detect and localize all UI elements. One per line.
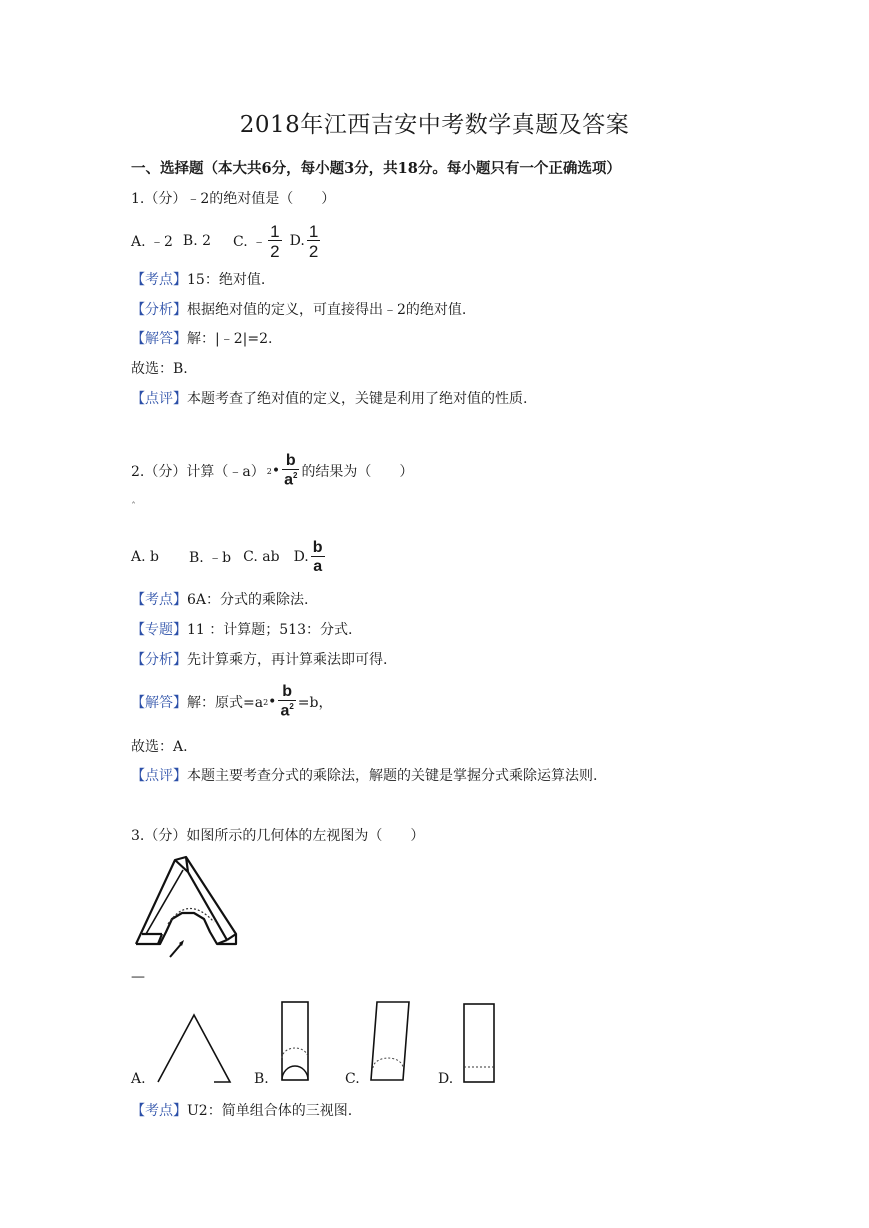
q2-guxuan: 故选：A. [131, 739, 188, 755]
zhuanti-tag: 【专题】 [131, 622, 187, 638]
jieda-exponent: 2 [263, 697, 269, 707]
q2-option-d-fraction [311, 540, 325, 575]
fraction-denominator: 2 [308, 241, 319, 261]
q3-option-a-figure [152, 1010, 242, 1085]
q2-option-b: B. ﹣b [188, 550, 232, 566]
q1-option-d: D. [289, 233, 305, 249]
fenxi-text: 根据绝对值的定义，可直接得出﹣2的绝对值. [187, 302, 467, 318]
q2-stem [131, 447, 413, 495]
kaodian-tag: 【考点】 [131, 1103, 187, 1119]
fenxi-text: 先计算乘方，再计算乘法即可得. [187, 652, 388, 668]
kaodian-tag: 【考点】 [131, 272, 187, 288]
q3-option-d-label: D. [438, 1071, 454, 1087]
fraction-numerator: b [285, 452, 296, 470]
doc-title: 2018年江西吉安中考数学真题及答案 [239, 112, 630, 138]
q2-stem-prefix: 2.（分）计算（﹣a） [131, 464, 265, 480]
q1-option-d-fraction [307, 223, 320, 260]
q2-stem-fraction [282, 453, 299, 488]
q2-options [131, 534, 327, 580]
fraction-denominator: 2 [270, 241, 280, 261]
q1-options [131, 221, 322, 261]
q2-zhuanti [131, 619, 352, 639]
q3-option-a-label: A. [131, 1071, 146, 1087]
jieda-suffix: =b， [297, 695, 333, 711]
q1-guxuan: 故选：B. [131, 361, 188, 377]
fenxi-tag: 【分析】 [131, 302, 187, 318]
dianping-tag: 【点评】 [131, 391, 187, 407]
q1-jieda [131, 328, 272, 348]
jieda-tag: 【解答】 [131, 695, 187, 711]
q2-stray-mark: ˆ [131, 502, 136, 513]
dianping-text: 本题考查了绝对值的定义，关键是利用了绝对值的性质. [187, 391, 528, 407]
dianping-text: 本题主要考查分式的乘除法，解题的关键是掌握分式乘除运算法则. [187, 768, 598, 784]
q1-stem: 1.（分）﹣2的绝对值是（ ） [131, 191, 336, 207]
q2-option-d: D. [293, 549, 309, 565]
jieda-prefix: 解：原式=a [187, 695, 264, 711]
q2-jieda [131, 678, 333, 726]
den-exponent: 2 [292, 471, 298, 481]
q2-fenxi [131, 649, 387, 669]
q3-option-c-label: C. [345, 1071, 360, 1087]
fraction-numerator: 1 [270, 221, 280, 241]
q3-option-c-figure [365, 998, 415, 1084]
fraction-denominator: a [311, 556, 325, 575]
q2-dianping [131, 765, 597, 785]
q1-kaodian [131, 269, 265, 289]
kaodian-text: 15：绝对值. [187, 272, 266, 288]
zhuanti-text: 11 ：计算题；513：分式. [187, 622, 353, 638]
q3-kaodian [131, 1100, 352, 1120]
q2-dot: • [271, 463, 281, 479]
fraction-numerator: b [312, 538, 323, 556]
fenxi-tag: 【分析】 [131, 652, 187, 668]
q1-option-c: C. ﹣ [233, 234, 267, 250]
jieda-text: 解：|﹣2|=2. [187, 331, 273, 347]
q3-option-b-figure [278, 998, 314, 1084]
section-title: 一、选择题（本大共6分，每小题3分，共18分。每小题只有一个正确选项） [131, 160, 621, 177]
dianping-tag: 【点评】 [131, 768, 187, 784]
jieda-tag: 【解答】 [131, 331, 187, 347]
jieda-dot: • [268, 694, 277, 710]
q1-option-a: A. ﹣2 [131, 234, 173, 250]
kaodian-text: U2：简单组合体的三视图. [187, 1103, 353, 1119]
q2-option-c: C. ab [243, 549, 280, 565]
q1-option-b: B. 2 [182, 233, 212, 249]
den-exponent: 2 [289, 702, 294, 712]
jieda-fraction [278, 684, 295, 719]
q3-dash: — [131, 969, 145, 985]
kaodian-text: 6A：分式的乘除法. [187, 592, 309, 608]
kaodian-tag: 【考点】 [131, 592, 187, 608]
fraction-numerator: 1 [308, 221, 319, 241]
q1-dianping [131, 388, 527, 408]
q3-option-b-label: B. [254, 1071, 269, 1087]
q2-option-a: A. b [131, 549, 159, 565]
q1-fenxi [131, 299, 466, 319]
den-base: a [284, 471, 293, 489]
fraction-denominator [282, 469, 299, 488]
q1-option-c-fraction [268, 223, 281, 260]
q2-exponent: 2 [266, 466, 272, 476]
q2-stem-suffix: 的结果为（ ） [301, 464, 414, 480]
den-base: a [280, 702, 290, 720]
fraction-numerator: b [282, 683, 292, 701]
q3-option-d-figure [460, 1000, 500, 1086]
q2-kaodian [131, 589, 308, 609]
fraction-denominator [278, 700, 295, 719]
q3-solid-figure [128, 852, 246, 962]
q3-stem: 3.（分）如图所示的几何体的左视图为（ ） [131, 828, 425, 844]
